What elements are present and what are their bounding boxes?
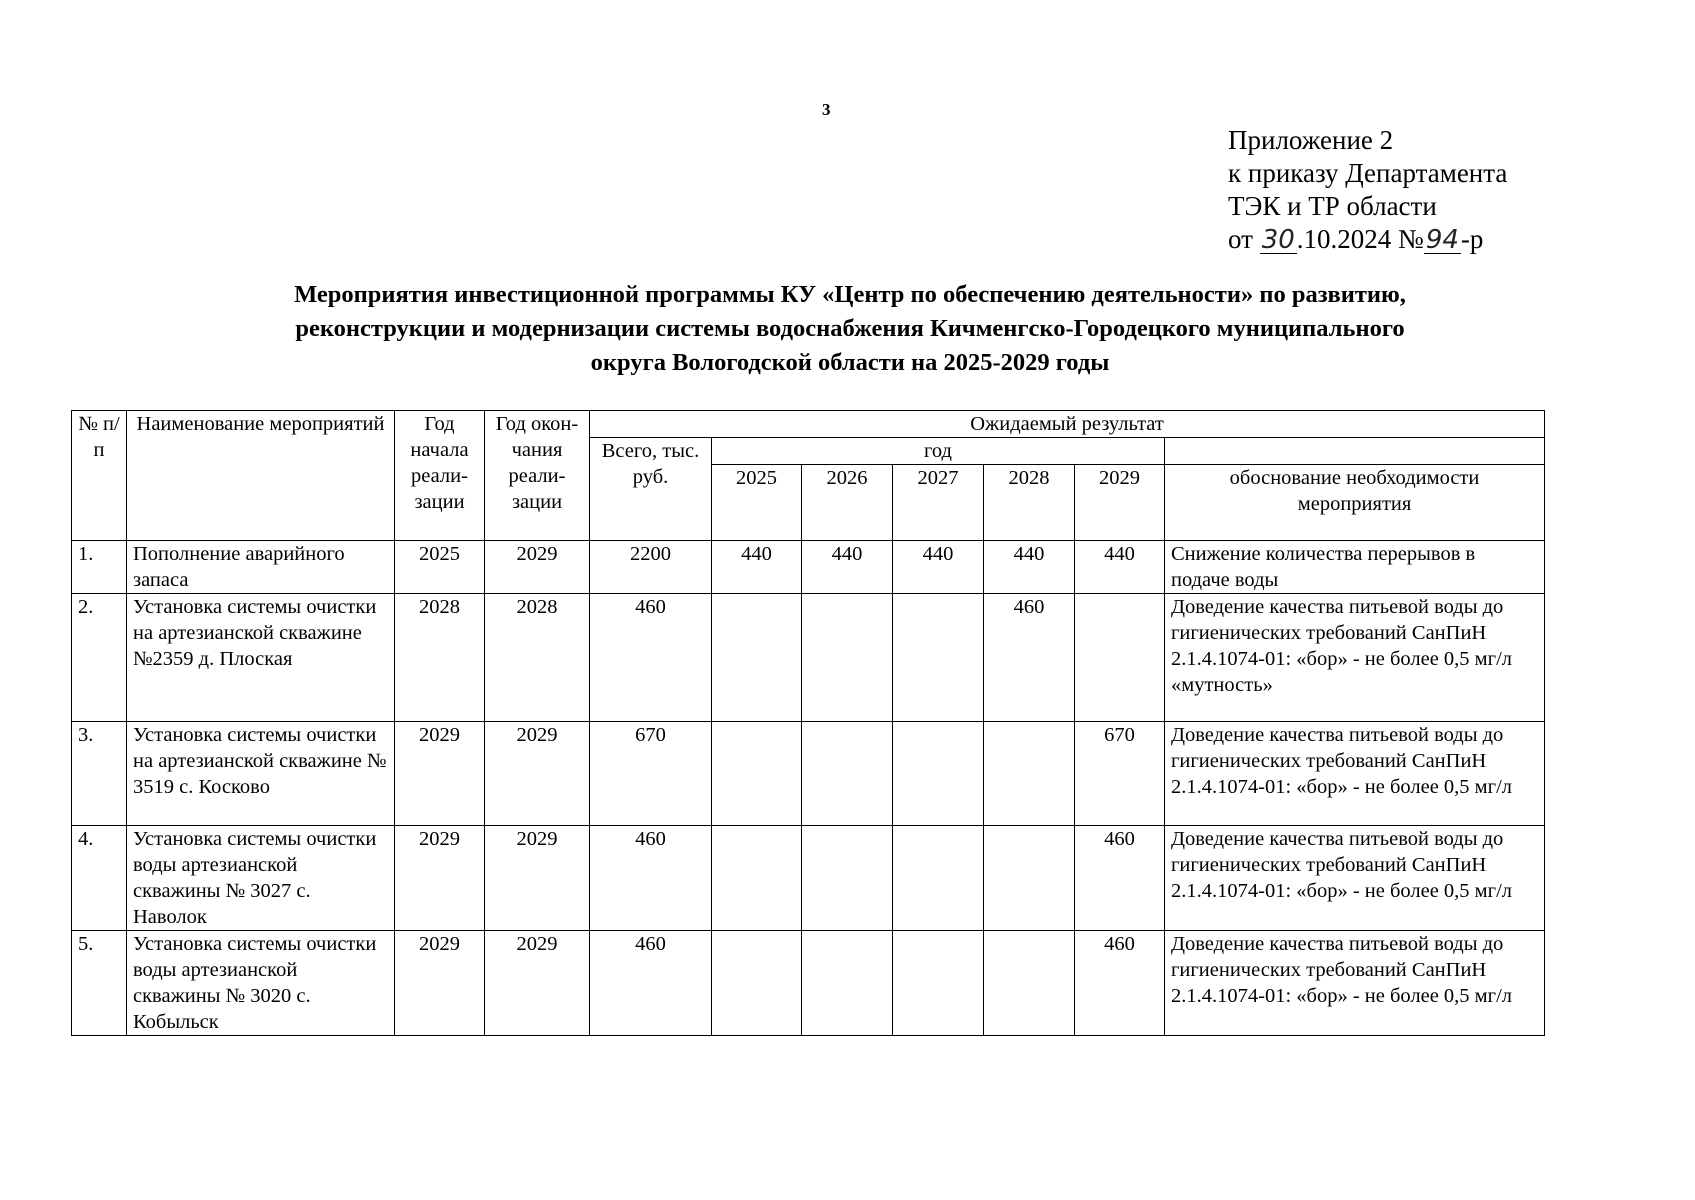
row-2026 (802, 931, 893, 1036)
row-2025 (712, 931, 802, 1036)
appendix-block (1228, 124, 1507, 256)
row-total: 670 (590, 722, 712, 826)
row-justification: Доведение качества питьевой воды до гигиенических требований СанПиН 2.1.4.1074-01: «бор» - не более 0,5 мг/л «мутность» (1165, 594, 1545, 722)
row-2027 (893, 931, 984, 1036)
title-line-2: реконструкции и модернизации системы водоснабжения Кичменгско-Городецкого муниципального (295, 315, 1405, 342)
table-row (72, 826, 1545, 931)
row-name: Установка системы очистки на артезианской скважине № 3519 с. Косково (127, 722, 395, 826)
header-year-2028: 2028 (984, 465, 1075, 541)
header-total: Всего, тыс. руб. (590, 438, 712, 541)
row-total: 460 (590, 826, 712, 931)
row-2029: 440 (1075, 541, 1165, 594)
row-justification: Доведение качества питьевой воды до гигиенических требований СанПиН 2.1.4.1074-01: «бор» - не более 0,5 мг/л (1165, 826, 1545, 931)
header-justification: обоснование необходимости мероприятия (1165, 465, 1545, 541)
header-justification-top (1165, 438, 1545, 465)
measures-table (71, 410, 1545, 1036)
header-year-group: год (712, 438, 1165, 465)
row-2028 (984, 722, 1075, 826)
row-2025: 440 (712, 541, 802, 594)
row-2027 (893, 826, 984, 931)
row-end-year: 2029 (485, 722, 590, 826)
row-2028 (984, 826, 1075, 931)
row-num: 3. (72, 722, 127, 826)
row-justification: Доведение качества питьевой воды до гигиенических требований СанПиН 2.1.4.1074-01: «бор» - не более 0,5 мг/л (1165, 722, 1545, 826)
row-name: Установка системы очистки воды артезианской скважины № 3027 с. Наволок (127, 826, 395, 931)
row-2028 (984, 931, 1075, 1036)
row-2027 (893, 722, 984, 826)
row-2029: 460 (1075, 826, 1165, 931)
row-justification: Снижение количества перерывов в подаче воды (1165, 541, 1545, 594)
row-start-year: 2028 (395, 594, 485, 722)
row-start-year: 2029 (395, 722, 485, 826)
header-num: № п/п (72, 411, 127, 541)
row-name: Установка системы очистки воды артезианской скважины № 3020 с. Кобыльск (127, 931, 395, 1036)
row-2029: 460 (1075, 931, 1165, 1036)
row-2026 (802, 722, 893, 826)
row-end-year: 2029 (485, 541, 590, 594)
appendix-line-3: ТЭК и ТР области (1228, 191, 1437, 221)
row-start-year: 2029 (395, 931, 485, 1036)
header-year-2029: 2029 (1075, 465, 1165, 541)
date-prefix: от (1228, 224, 1253, 254)
row-2025 (712, 722, 802, 826)
row-start-year: 2029 (395, 826, 485, 931)
row-2025 (712, 594, 802, 722)
header-start-year: Год начала реали-зации (395, 411, 485, 541)
document-title (120, 278, 1580, 380)
row-2025 (712, 826, 802, 931)
row-2029 (1075, 594, 1165, 722)
header-year-2025: 2025 (712, 465, 802, 541)
table-row (72, 594, 1545, 722)
table-row (72, 541, 1545, 594)
row-start-year: 2025 (395, 541, 485, 594)
header-year-2026: 2026 (802, 465, 893, 541)
row-num: 1. (72, 541, 127, 594)
row-total: 460 (590, 594, 712, 722)
table-row (72, 931, 1545, 1036)
handwritten-doc-number: 94 (1425, 225, 1459, 255)
row-num: 5. (72, 931, 127, 1036)
table-row (72, 722, 1545, 826)
handwritten-day: 30 (1261, 225, 1295, 255)
date-rest: .10.2024 № (1296, 224, 1424, 254)
row-justification: Доведение качества питьевой воды до гигиенических требований СанПиН 2.1.4.1074-01: «бор» - не более 0,5 мг/л (1165, 931, 1545, 1036)
row-2026: 440 (802, 541, 893, 594)
row-name: Пополнение аварийного запаса (127, 541, 395, 594)
row-total: 2200 (590, 541, 712, 594)
row-2027: 440 (893, 541, 984, 594)
row-2026 (802, 826, 893, 931)
row-num: 2. (72, 594, 127, 722)
appendix-line-2: к приказу Департамента (1228, 158, 1508, 188)
title-line-3: округа Вологодской области на 2025-2029 годы (590, 349, 1110, 376)
header-year-2027: 2027 (893, 465, 984, 541)
title-line-1: Мероприятия инвестиционной программы КУ «Центр по обеспечению деятельности» по развитию, (294, 281, 1406, 308)
header-end-year: Год окон-чания реали-зации (485, 411, 590, 541)
row-end-year: 2029 (485, 826, 590, 931)
date-suffix: -р (1460, 224, 1484, 254)
page-number: 3 (822, 100, 831, 119)
row-2029: 670 (1075, 722, 1165, 826)
row-2027 (893, 594, 984, 722)
row-2028: 460 (984, 594, 1075, 722)
row-end-year: 2028 (485, 594, 590, 722)
row-total: 460 (590, 931, 712, 1036)
row-num: 4. (72, 826, 127, 931)
row-2026 (802, 594, 893, 722)
header-expected-result: Ожидаемый результат (590, 411, 1545, 438)
appendix-date-line (1228, 223, 1507, 256)
row-name: Установка системы очистки на артезианской скважине №2359 д. Плоская (127, 594, 395, 722)
row-end-year: 2029 (485, 931, 590, 1036)
appendix-line-1: Приложение 2 (1228, 125, 1394, 155)
header-name: Наименование мероприятий (127, 411, 395, 541)
row-2028: 440 (984, 541, 1075, 594)
